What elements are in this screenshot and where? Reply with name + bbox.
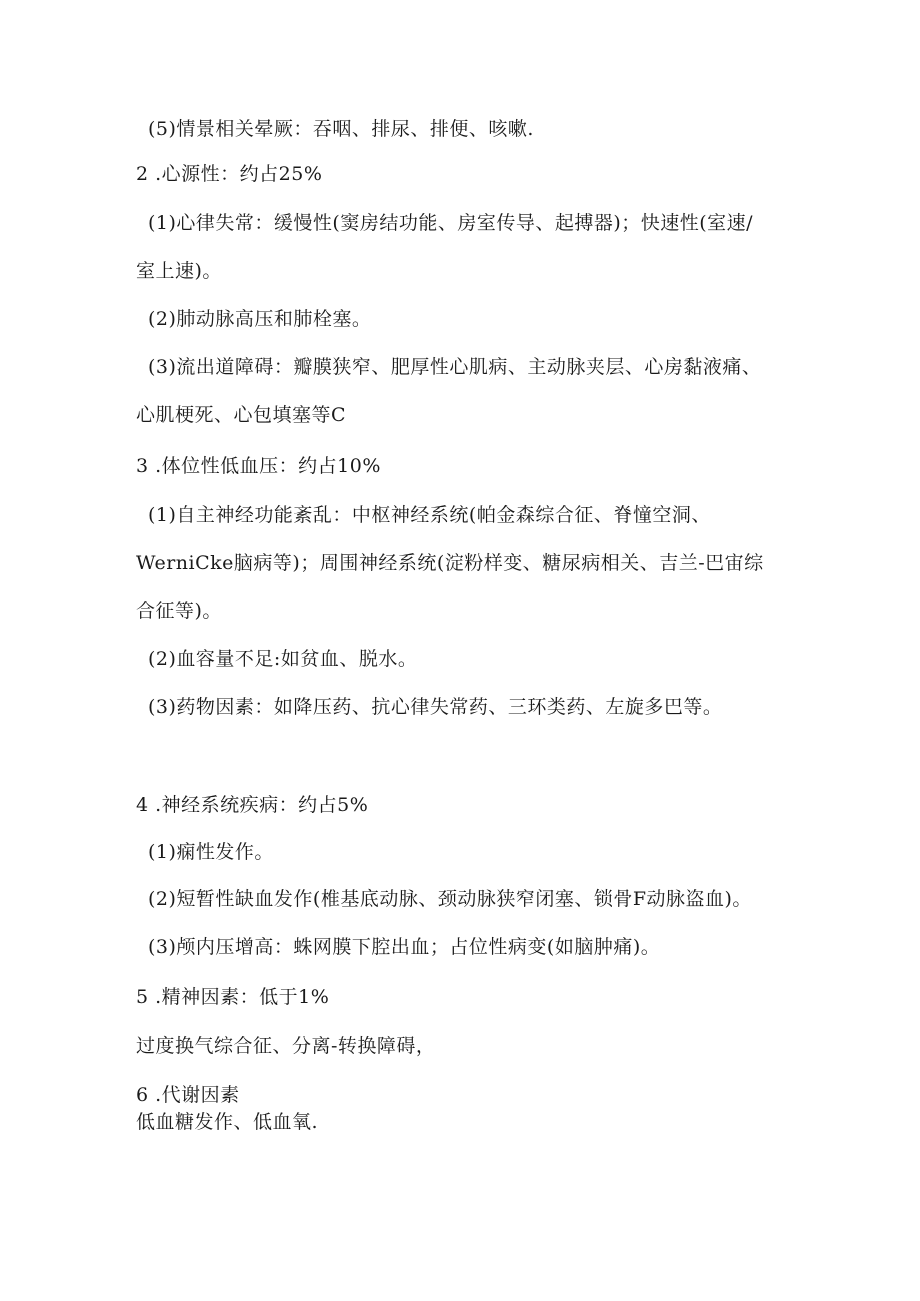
heading-psychiatric: 5 .精神因素：低于1% — [136, 986, 330, 1008]
paragraph-autonomic-cont-1: WerniCke脑病等)；周围神经系统(淀粉样变、糖尿病相关、吉兰-巴宙综 — [136, 552, 764, 574]
heading-metabolic: 6 .代谢因素 — [136, 1084, 240, 1106]
paragraph-epilepsy: (1)痫性发作。 — [148, 841, 274, 863]
heading-cardiogenic: 2 .心源性：约占25% — [136, 163, 323, 185]
paragraph-drugs: (3)药物因素：如降压药、抗心律失常药、三环类药、左旋多巴等。 — [148, 696, 723, 718]
paragraph-intracranial: (3)颅内压增高：蛛网膜下腔出血；占位性病变(如脑肿痛)。 — [148, 936, 661, 958]
paragraph-psychiatric: 过度换气综合征、分离-转换障碍， — [136, 1035, 436, 1057]
heading-orthostatic: 3 .体位性低血压：约占10% — [136, 455, 381, 477]
paragraph-pulmonary: (2)肺动脉高压和肺栓塞。 — [148, 308, 372, 330]
heading-neurological: 4 .神经系统疾病：约占5% — [136, 794, 369, 816]
paragraph-outflow-cont: 心肌梗死、心包填塞等C — [136, 404, 347, 426]
paragraph-tia: (2)短暂性缺血发作(椎基底动脉、颈动脉狭窄闭塞、锁骨F动脉盗血)。 — [148, 888, 752, 910]
paragraph-arrhythmia: (1)心律失常：缓慢性(窦房结功能、房室传导、起搏器)；快速性(室速/ — [148, 212, 754, 234]
paragraph-situational-syncope: (5)情景相关晕厥：吞咽、排尿、排便、咳嗽. — [148, 118, 534, 140]
paragraph-arrhythmia-cont: 室上速)。 — [136, 260, 222, 282]
paragraph-blood-volume: (2)血容量不足:如贫血、脱水。 — [148, 648, 418, 670]
paragraph-autonomic-cont-2: 合征等)。 — [136, 600, 222, 622]
paragraph-outflow: (3)流出道障碍：瓣膜狭窄、肥厚性心肌病、主动脉夹层、心房黏液痛、 — [148, 356, 762, 378]
paragraph-metabolic: 低血糖发作、低血氧. — [136, 1111, 319, 1133]
paragraph-autonomic: (1)自主神经功能紊乱：中枢神经系统(帕金森综合征、脊憧空洞、 — [148, 504, 711, 526]
